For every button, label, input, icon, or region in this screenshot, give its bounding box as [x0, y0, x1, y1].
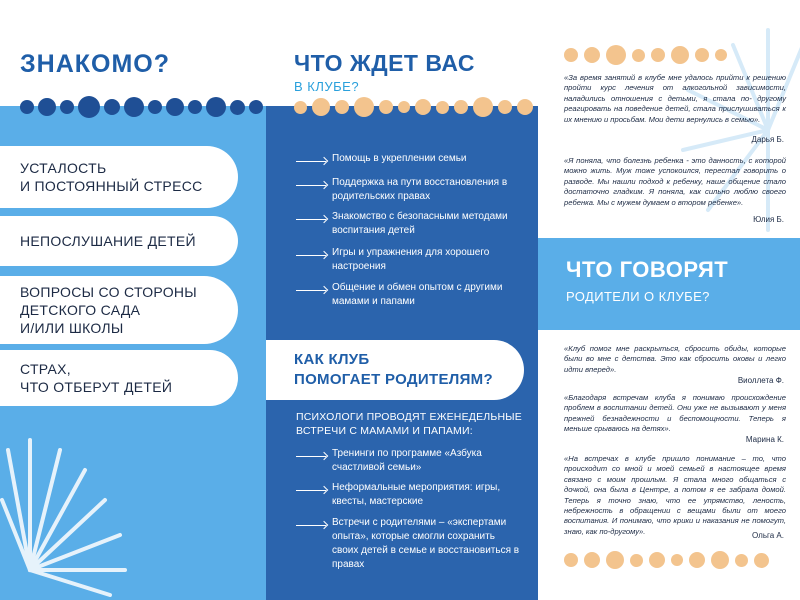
- arrow-right-icon: [296, 453, 328, 461]
- decor-dot: [715, 49, 727, 61]
- decor-dot: [415, 99, 431, 115]
- method-item: [296, 516, 521, 572]
- decor-dot: [38, 98, 56, 116]
- sunburst-decoration: [0, 420, 150, 600]
- decor-dot: [166, 98, 184, 116]
- decor-dot: [564, 553, 578, 567]
- how-club-helps-banner: [266, 340, 524, 400]
- arrow-right-icon: [296, 522, 328, 530]
- decor-dot: [206, 97, 226, 117]
- arrow-right-icon: [296, 252, 328, 260]
- benefit-item: [296, 152, 526, 166]
- testimonial-author: Юлия Б.: [753, 215, 784, 224]
- arrow-right-icon: [296, 182, 328, 190]
- decor-dot: [689, 552, 705, 568]
- decor-dot: [564, 48, 578, 62]
- benefit-item-label: Знакомство с безопасными методами воспитания детей: [332, 211, 508, 236]
- testimonial-text: «Клуб помог мне раскрыться, сбросить обиды, которые были во мне с детства. Это как сбросить оковы и легко идти вперед».: [564, 344, 786, 374]
- benefit-item-label: Игры и упражнения для хорошего настроения: [332, 247, 490, 272]
- decor-dot: [498, 100, 512, 114]
- panel-what-awaits: [266, 0, 538, 600]
- decor-dot: [249, 100, 263, 114]
- decor-dot: [711, 551, 729, 569]
- decor-dot: [230, 100, 245, 115]
- decor-dot: [60, 100, 74, 114]
- problem-item: [0, 216, 238, 266]
- decor-dot: [354, 97, 374, 117]
- panel3-title-band: [538, 238, 800, 330]
- testimonial-text: «Я поняла, что болезнь ребенка - это данность, с которой можно жить. Муж тоже успокоился, перестал говорить о разводе. Мы нашли подход к ребенку, наше общение стало достаточно гладким. Я поняла, как сильно люблю своего ребенка. Мы с мужем думаем о втором ребенке».: [564, 156, 786, 207]
- panel-testimonials: [538, 0, 800, 600]
- decor-dot: [473, 97, 493, 117]
- arrow-right-icon: [296, 216, 328, 224]
- decor-dot: [695, 48, 709, 62]
- testimonial-text: «За время занятий в клубе мне удалось прийти к решению пройти курс лечения от алкогольной зависимости, наладились отношения с детьми, я стала по- другому реагировать на поведение детей, стала прислушиваться к их мнению и просьбам. Мои дети вернулись в семью».: [564, 73, 786, 124]
- benefit-item: [296, 176, 526, 204]
- method-item-label: Неформальные мероприятия: игры, квесты, мастерские: [332, 482, 501, 507]
- problem-item-label: СТРАХ, ЧТО ОТБЕРУТ ДЕТЕЙ: [20, 361, 173, 395]
- problem-item: [0, 146, 238, 208]
- benefit-item: [296, 246, 516, 274]
- problem-item-label: ВОПРОСЫ СО СТОРОНЫ ДЕТСКОГО САДА И/ИЛИ ШКОЛЫ: [20, 284, 198, 336]
- benefit-item-label: Общение и обмен опытом с другими мамами и папами: [332, 282, 503, 307]
- decor-dot: [517, 99, 533, 115]
- panel2-subtitle: В КЛУБЕ?: [294, 79, 360, 94]
- testimonial-text: «Благодаря встречам клуба я понимаю происхождение проблем в воспитании детей. Они уже не вызывают у меня прежней безнадежности и беспомощности. Теперь я меньше срываюсь на детях».: [564, 393, 786, 434]
- decor-dot: [20, 100, 34, 114]
- how-subtitle-line: ВСТРЕЧИ С МАМАМИ И ПАПАМИ:: [296, 425, 473, 437]
- benefit-item-label: Помощь в укреплении семьи: [332, 153, 467, 164]
- panel3-bottom-dots: [564, 551, 769, 569]
- decor-dot: [335, 100, 349, 114]
- panel1-title: ЗНАКОМО?: [20, 50, 171, 78]
- decor-dot: [754, 553, 769, 568]
- decor-dot: [649, 552, 665, 568]
- panel3-title: ЧТО ГОВОРЯТ: [566, 257, 729, 282]
- method-item-label: Тренинги по программе «Азбука счастливой семьи»: [332, 448, 482, 473]
- decor-dot: [78, 96, 100, 118]
- decor-dot: [630, 554, 643, 567]
- decor-dot: [398, 101, 410, 113]
- decor-dot: [606, 551, 624, 569]
- decor-dot: [188, 100, 202, 114]
- how-subtitle: [296, 410, 522, 438]
- problem-item: [0, 350, 238, 406]
- panel3-top-dots: [564, 45, 727, 65]
- decor-dot: [379, 100, 393, 114]
- testimonial-author: Виоллета Ф.: [737, 376, 784, 385]
- panel-familiar: [0, 0, 266, 600]
- problem-item: [0, 276, 238, 344]
- method-item: [296, 447, 521, 475]
- panel1-dots: [20, 96, 263, 118]
- decor-dot: [294, 101, 307, 114]
- benefit-item-label: Поддержка на пути восстановления в родительских правах: [332, 177, 508, 202]
- method-item-label: Встречи с родителями – «экспертами опыта», которые смогли сохранить своих детей в семье и восстановиться в правах: [332, 517, 520, 570]
- benefit-item: [296, 210, 526, 238]
- decor-dot: [124, 97, 144, 117]
- arrow-right-icon: [296, 287, 328, 295]
- decor-dot: [148, 100, 162, 114]
- panel2-dots: [294, 97, 533, 117]
- decor-dot: [632, 49, 645, 62]
- how-title-line: ПОМОГАЕТ РОДИТЕЛЯМ?: [294, 371, 493, 388]
- panel2-title: ЧТО ЖДЕТ ВАС: [294, 50, 475, 76]
- testimonial-author: Ольга А.: [752, 531, 784, 540]
- arrow-right-icon: [296, 158, 328, 166]
- decor-dot: [735, 554, 748, 567]
- how-title-line: КАК КЛУБ: [294, 351, 370, 368]
- decor-dot: [584, 552, 600, 568]
- decor-dot: [436, 101, 449, 114]
- decor-dot: [312, 98, 330, 116]
- benefit-item: [296, 281, 516, 309]
- how-subtitle-line: ПСИХОЛОГИ ПРОВОДЯТ ЕЖЕНЕДЕЛЬНЫЕ: [296, 411, 522, 423]
- decor-dot: [651, 48, 665, 62]
- decor-dot: [606, 45, 626, 65]
- method-item: [296, 481, 521, 509]
- decor-dot: [104, 99, 120, 115]
- testimonial-author: Марина К.: [745, 435, 784, 444]
- problem-item-label: НЕПОСЛУШАНИЕ ДЕТЕЙ: [20, 233, 196, 249]
- problem-item-label: УСТАЛОСТЬ И ПОСТОЯННЫЙ СТРЕСС: [20, 160, 203, 194]
- decor-dot: [454, 100, 468, 114]
- testimonial-text: «На встречах в клубе пришло понимание – то, что происходит со мной и моей семьей в настоящее время связано с моим прошлым. Я стала много общаться с дочкой, она была в Центре, а потом я ее забрала домой. Теперь я точно знаю, что ее упрямство, леность, небрежность в обращении с вещами были от моего воспитания. И понимаю, что крики и наказания не помогут, знаю, как по-другому».: [564, 454, 786, 536]
- decor-dot: [584, 47, 600, 63]
- panel3-subtitle: РОДИТЕЛИ О КЛУБЕ?: [566, 289, 710, 304]
- decor-dot: [671, 46, 689, 64]
- testimonial-author: Дарья Б.: [751, 135, 784, 144]
- decor-dot: [671, 554, 683, 566]
- arrow-right-icon: [296, 487, 328, 495]
